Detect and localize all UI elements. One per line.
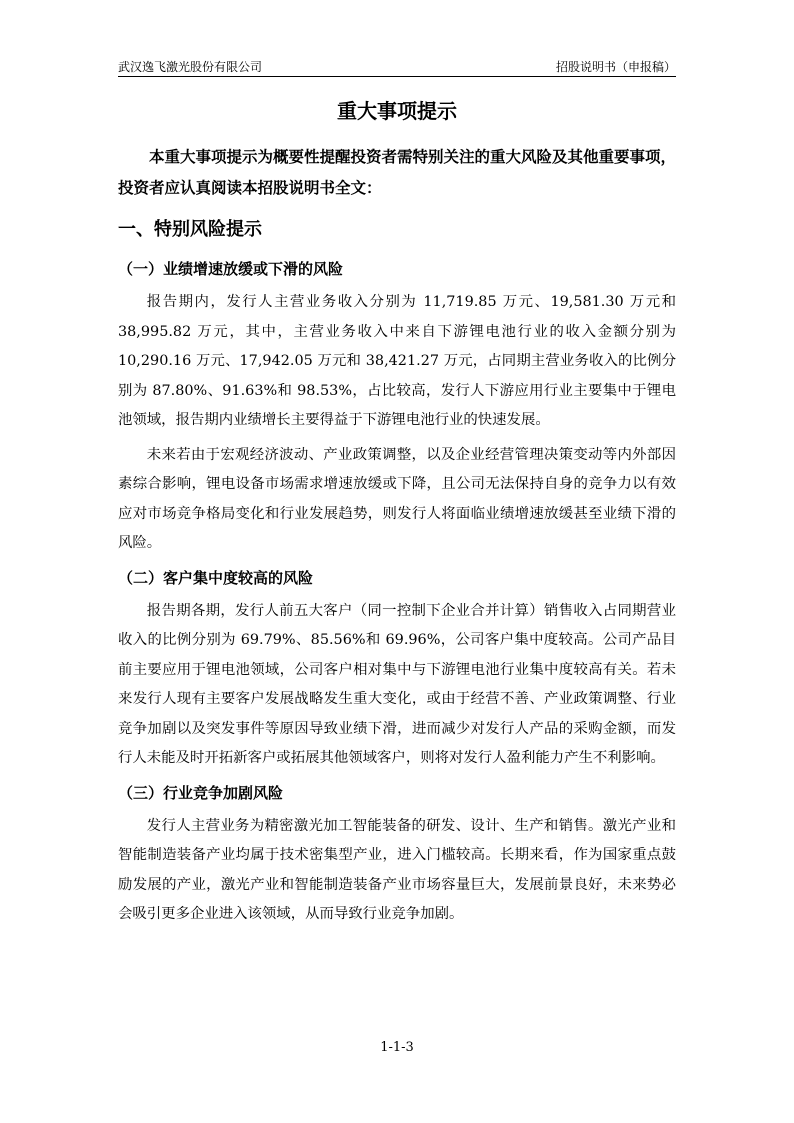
page-title: 重大事项提示	[337, 99, 457, 123]
section-heading-risk: 一、特别风险提示	[118, 219, 262, 240]
header-divider	[118, 76, 676, 77]
header-company: 武汉逸飞激光股份有限公司	[118, 60, 263, 74]
paragraph-performance-1: 报告期内，发行人主营业务收入分别为 11,719.85 万元、19,581.30 万元和 38,995.82 万元，其中，主营业务收入中来自下游锂电池行业的收入金额分别为 10,290.16 万元、17,942.05 万元和 38,421.27 万元，占同期主营业务收入的比例分别为 87.80%、91.63%和 98.53%，占比较高，发行人下游应用行业主要集中于锂电池领域，报告期内业绩增长主要得益于下游锂电池行业的快速发展。	[118, 294, 676, 428]
subsection-heading-competition: （三）行业竞争加剧风险	[118, 783, 284, 802]
paragraph-competition-1: 发行人主营业务为精密激光加工智能装备的研发、设计、生产和销售。激光产业和智能制造装备产业均属于技术密集型产业，进入门槛较高。长期来看，作为国家重点鼓励发展的产业，激光产业和智能制造装备产业市场容量巨大，发展前景良好，未来势必会吸引更多企业进入该领域，从而导致行业竞争加剧。	[118, 817, 676, 922]
intro-paragraph: 本重大事项提示为概要性提醒投资者需特别关注的重大风险及其他重要事项，投资者应认真阅读本招股说明书全文：	[118, 148, 677, 197]
page-number: 1-1-3	[380, 1040, 414, 1055]
subsection-heading-customer: （二）客户集中度较高的风险	[118, 568, 314, 587]
subsection-heading-performance: （一）业绩增速放缓或下滑的风险	[118, 260, 344, 278]
paragraph-performance-2: 未来若由于宏观经济波动、产业政策调整，以及企业经营管理决策变动等内外部因素综合影响，锂电设备市场需求增速放缓或下降，且公司无法保持自身的竞争力以有效应对市场竞争格局变化和行业发展趋势，则发行人将面临业绩增速放缓甚至业绩下滑的风险。	[118, 446, 676, 551]
header-doc-type: 招股说明书（申报稿）	[555, 60, 676, 74]
paragraph-customer-1: 报告期各期，发行人前五大客户（同一控制下企业合并计算）销售收入占同期营业收入的比例分别为 69.79%、85.56%和 69.96%，公司客户集中度较高。公司产品目前主要应用于锂电池领域，公司客户相对集中与下游锂电池行业集中度较高有关。若未来发行人现有主要客户发展战略发生重大变化，或由于经营不善、产业政策调整、行业竞争加剧以及突发事件等原因导致业绩下滑，进而减少对发行人产品的采购金额，而发行人未能及时开拓新客户或拓展其他领域客户，则将对发行人盈利能力产生不利影响。	[118, 602, 676, 766]
page-header	[118, 55, 676, 75]
page-content	[118, 96, 676, 935]
